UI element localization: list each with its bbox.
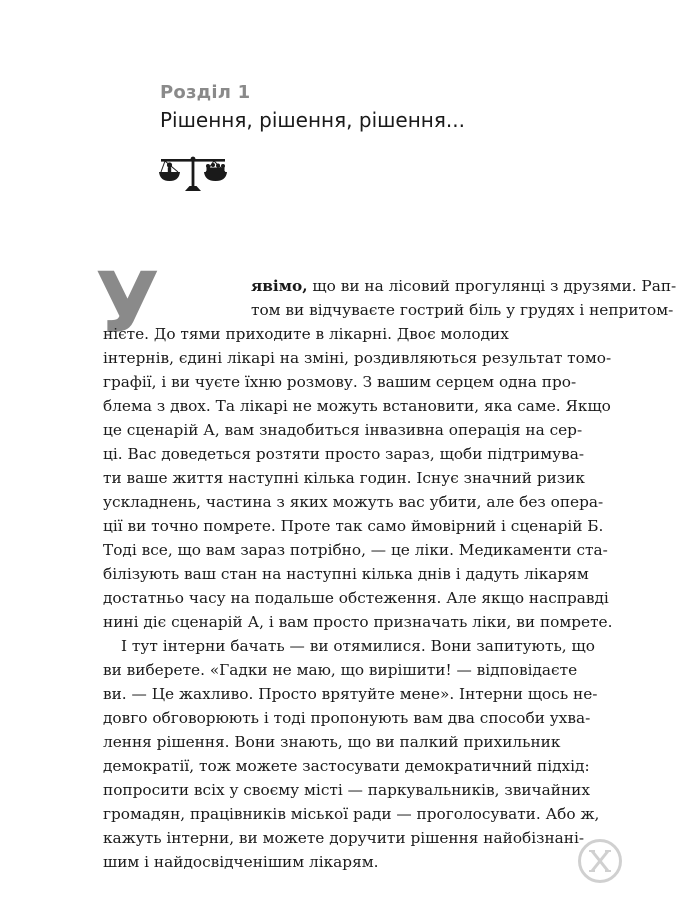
text-line-15: нині діє сценарій А, і вам просто призначать ліки, ви помрете. <box>103 613 613 631</box>
text-line-6: блема з двох. Та лікарі не можуть встановити, яка саме. Якщо <box>103 397 611 415</box>
text-line-17: ви виберете. «Гадки не маю, що вирішити! — відповідаєте <box>103 661 578 679</box>
text-line-18: ви. — Це жахливо. Просто врятуйте мене». Інтерни щось не- <box>103 685 598 703</box>
balance-scales-icon <box>158 150 228 196</box>
text-line-19: довго обговорюють і тоді пропонують вам два способи ухва- <box>103 709 591 727</box>
text-line-25: шим і найдосвідченішим лікарям. <box>103 853 379 871</box>
chapter-label: Розділ 1 <box>160 82 251 103</box>
text-line-4: інтернів, єдині лікарі на зміні, роздивляються результат томо- <box>103 349 612 367</box>
text-line-20: лення рішення. Вони знають, що ви палкий прихильник <box>103 733 561 751</box>
drop-cap: У <box>95 254 160 352</box>
text-line-23: громадян, працівників міської ради — проголосувати. Або ж, <box>103 805 600 823</box>
publisher-logo-icon <box>577 838 623 884</box>
text-line-24: кажуть інтерни, ви можете доручити рішення найобізнані- <box>103 829 585 847</box>
text-line-22: попросити всіх у своєму місті — паркувальників, звичайних <box>103 781 590 799</box>
text-line-11: ції ви точно помрете. Проте так само ймовірний і сценарій Б. <box>103 517 604 535</box>
text-line-10: ускладнень, частина з яких можуть вас убити, але без опера- <box>103 493 604 511</box>
text-line-1-rest: що ви на лісовий прогулянці з друзями. Рап- <box>307 277 676 295</box>
lead-word: явімо, <box>251 277 308 295</box>
text-line-16: І тут інтерни бачать — ви отямилися. Вони запитують, що <box>121 637 595 655</box>
text-line-21: демократії, тож можете застосувати демократичний підхід: <box>103 757 590 775</box>
text-line-12: Тоді все, що вам зараз потрібно, — це ліки. Медикаменти ста- <box>103 541 608 559</box>
chapter-title: Рішення, рішення, рішення... <box>160 108 465 132</box>
chapter-body <box>95 254 676 874</box>
text-line-13: білізують ваш стан на наступні кілька днів і дадуть лікарям <box>103 565 589 583</box>
text-line-7: це сценарій А, вам знадобиться інвазивна операція на сер- <box>103 421 583 439</box>
text-line-14: достатньо часу на подальше обстеження. Але якщо насправді <box>103 589 609 607</box>
text-line-5: графії, і ви чуєте їхню розмову. З вашим серцем одна про- <box>103 373 577 391</box>
text-line-1 <box>103 274 676 298</box>
text-line-9: ти ваше життя наступні кілька годин. Існує значний ризик <box>103 469 585 487</box>
text-line-3: нієте. До тями приходите в лікарні. Двоє молодих <box>103 325 509 343</box>
text-line-8: ці. Вас доведеться розтяти просто зараз, щоби підтримува- <box>103 445 585 463</box>
text-line-2: том ви відчуваєте гострий біль у грудях і непритом- <box>251 301 674 319</box>
